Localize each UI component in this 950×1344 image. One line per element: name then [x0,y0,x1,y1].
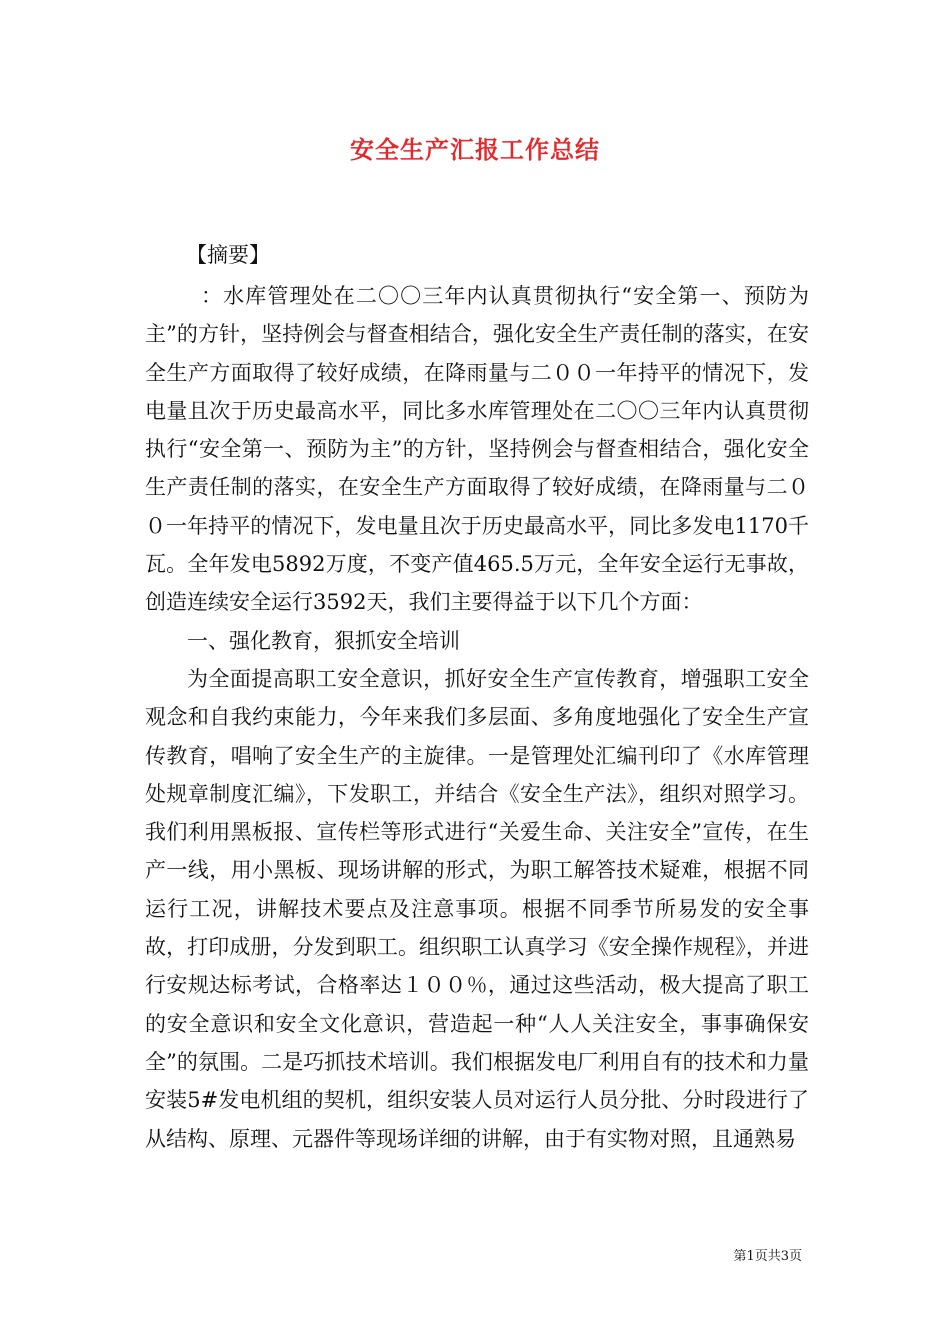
document-body [145,277,809,1158]
document-title: 安全生产汇报工作总结 [350,135,600,164]
abstract-label: 【摘要】 [186,243,270,267]
body-paragraph: 为全面提高职工安全意识，抓好安全生产宣传教育，增强职工安全观念和自我约束能力，今年来我们多层面、多角度地强化了安全生产宣传教育，唱响了安全生产的主旋律。一是管理处汇编刊印了《水库管理处规章制度汇编》，下发职工，并结合《安全生产法》，组织对照学习。我们利用黑板报、宣传栏等形式进行“关爱生命、关注安全”宣传，在生产一线，用小黑板、现场讲解的形式，为职工解答技术疑难，根据不同运行工况，讲解技术要点及注意事项。根据不同季节所易发的安全事故，打印成册，分发到职工。组织职工认真学习《安全操作规程》，并进行安规达标考试，合格率达１００％，通过这些活动，极大提高了职工的安全意识和安全文化意识，营造起一种“人人关注安全，事事确保安全”的氛围。二是巧抓技术培训。我们根据发电厂利用自有的技术和力量安装5#发电机组的契机，组织安装人员对运行人员分批、分时段进行了从结构、原理、元器件等现场详细的讲解，由于有实物对照，且通熟易 [145,666,809,1151]
page-number: 第1页共3页 [733,1249,802,1264]
section-heading-1: 一、强化教育，狠抓安全培训 [187,628,460,653]
summary-paragraph: ：水库管理处在二〇〇三年内认真贯彻执行“安全第一、预防为主”的方针，坚持例会与督查相结合，强化安全生产责任制的落实，在安全生产方面取得了较好成绩，在降雨量与二００一年持平的情况下，发电量且次于历史最高水平，同比多水库管理处在二〇〇三年内认真贯彻执行“安全第一、预防为主”的方针，坚持例会与督查相结合，强化安全生产责任制的落实，在安全生产方面取得了较好成绩，在降雨量与二００一年持平的情况下，发电量且次于历史最高水平，同比多发电1170千瓦。全年发电5892万度，不变产值465.5万元，全年安全运行无事故，创造连续安全运行3592天，我们主要得益于以下几个方面： [145,284,809,615]
